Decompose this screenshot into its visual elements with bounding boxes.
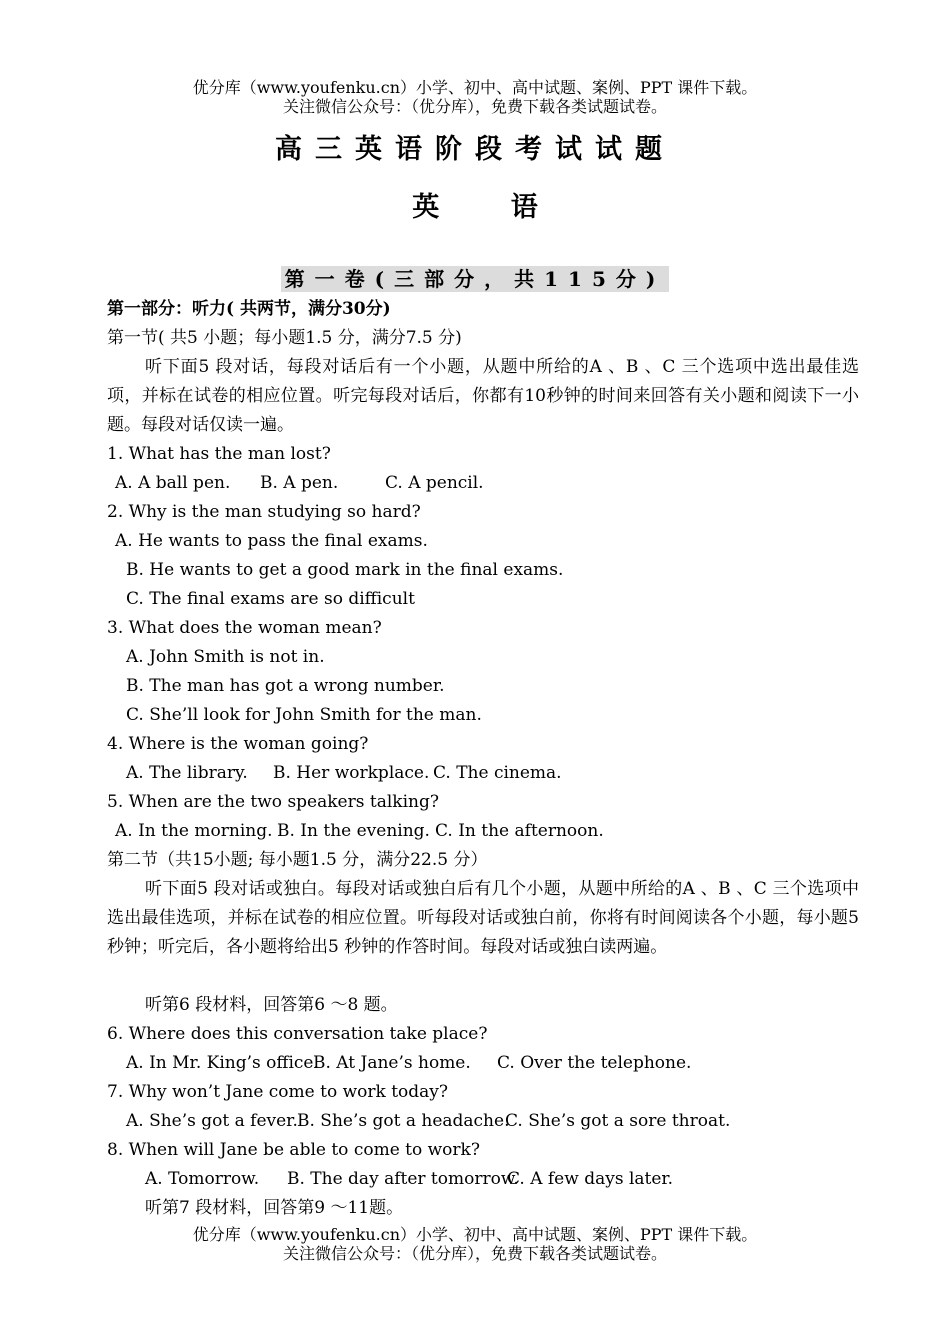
question-8-option-a[interactable]: A. Tomorrow. — [145, 1169, 260, 1189]
part1-heading: 第一部分：听力( 共两节，满分30分) — [107, 299, 391, 319]
question-2-option-a[interactable]: A. He wants to pass the final exams. — [115, 531, 428, 551]
section2-heading: 第二节（共15小题; 每小题1.5 分，满分22.5 分） — [107, 850, 488, 870]
question-6-options — [107, 1049, 859, 1078]
section1-heading: 第一节( 共5 小题；每小题1.5 分，满分7.5 分) — [107, 328, 462, 348]
exam-title: 高三英语阶段考试试题 — [275, 134, 675, 165]
exam-body — [107, 295, 859, 1223]
question-7-options — [107, 1107, 859, 1136]
question-7-option-b[interactable]: B. She’s got a headache. — [297, 1111, 510, 1131]
question-3-option-c[interactable]: C. She’ll look for John Smith for the man. — [126, 705, 482, 725]
question-1-option-c[interactable]: C. A pencil. — [385, 473, 484, 493]
section1-instructions: 听下面5 段对话，每段对话后有一个小题，从题中所给的A 、B 、C 三个选项中选出最佳选项，并标在试卷的相应位置。听完每段对话后，你都有10秒钟的时间来回答有关小题和阅读下一小题。每段对话仅读一遍。 — [107, 357, 859, 435]
question-7-stem: 7. Why won’t Jane come to work today? — [107, 1082, 449, 1102]
question-6-stem: 6. Where does this conversation take place? — [107, 1024, 488, 1044]
material-7-note: 听第7 段材料，回答第9 ～11题。 — [145, 1198, 404, 1218]
page-footer — [0, 1225, 950, 1263]
question-3-option-a[interactable]: A. John Smith is not in. — [126, 647, 325, 667]
question-1-stem: 1. What has the man lost? — [107, 444, 331, 464]
question-4-option-b[interactable]: B. Her workplace. — [273, 763, 430, 783]
question-1-option-a[interactable]: A. A ball pen. — [115, 473, 231, 493]
question-2-stem: 2. Why is the man studying so hard? — [107, 502, 421, 522]
question-4-stem: 4. Where is the woman going? — [107, 734, 369, 754]
question-1-option-b[interactable]: B. A pen. — [260, 473, 339, 493]
footer-line-1: 优分库（www.youfenku.cn）小学、初中、高中试题、案例、PPT 课件下载。 — [192, 1225, 758, 1244]
question-6-option-c[interactable]: C. Over the telephone. — [497, 1053, 692, 1073]
question-5-option-c[interactable]: C. In the afternoon. — [435, 821, 604, 841]
question-8-options — [107, 1165, 859, 1194]
question-3-option-b[interactable]: B. The man has got a wrong number. — [126, 676, 445, 696]
question-5-option-a[interactable]: A. In the morning. — [115, 821, 273, 841]
volume-heading-text: 第一卷(三部分，共115分) — [281, 266, 670, 292]
exam-subject: 英 语 — [412, 192, 538, 223]
question-3-stem: 3. What does the woman mean? — [107, 618, 382, 638]
question-2-option-b[interactable]: B. He wants to get a good mark in the final exams. — [126, 560, 564, 580]
question-1-options — [107, 469, 859, 498]
question-5-options — [107, 817, 859, 846]
section2-instructions: 听下面5 段对话或独白。每段对话或独白后有几个小题，从题中所给的A 、B 、C 三个选项中选出最佳选项，并标在试卷的相应位置。听每段对话或独白前，你将有时间阅读各个小题，每小题5 秒钟；听完后，各小题将给出5 秒钟的作答时间。每段对话或独白读两遍。 — [107, 879, 859, 957]
question-7-option-a[interactable]: A. She’s got a fever. — [126, 1111, 298, 1131]
material-6-note: 听第6 段材料，回答第6 ～8 题。 — [145, 995, 398, 1015]
question-4-option-c[interactable]: C. The cinema. — [433, 763, 562, 783]
question-6-option-b[interactable]: B. At Jane’s home. — [313, 1053, 471, 1073]
question-4-options — [107, 759, 859, 788]
page-header — [0, 78, 950, 116]
question-7-option-c[interactable]: C. She’s got a sore throat. — [505, 1111, 731, 1131]
footer-line-2: 关注微信公众号：（优分库），免费下载各类试题试卷。 — [282, 1244, 667, 1263]
question-2-option-c[interactable]: C. The final exams are so difficult — [126, 589, 415, 609]
question-5-stem: 5. When are the two speakers talking? — [107, 792, 439, 812]
header-line-2: 关注微信公众号：（优分库），免费下载各类试题试卷。 — [282, 97, 667, 116]
question-8-option-b[interactable]: B. The day after tomorrow. — [287, 1169, 519, 1189]
question-5-option-b[interactable]: B. In the evening. — [277, 821, 430, 841]
question-8-option-c[interactable]: C. A few days later. — [507, 1169, 674, 1189]
question-6-option-a[interactable]: A. In Mr. King’s office. — [126, 1053, 319, 1073]
volume-heading — [0, 264, 950, 296]
question-8-stem: 8. When will Jane be able to come to work? — [107, 1140, 480, 1160]
header-line-1: 优分库（www.youfenku.cn）小学、初中、高中试题、案例、PPT 课件下载。 — [192, 78, 758, 97]
question-4-option-a[interactable]: A. The library. — [126, 763, 248, 783]
